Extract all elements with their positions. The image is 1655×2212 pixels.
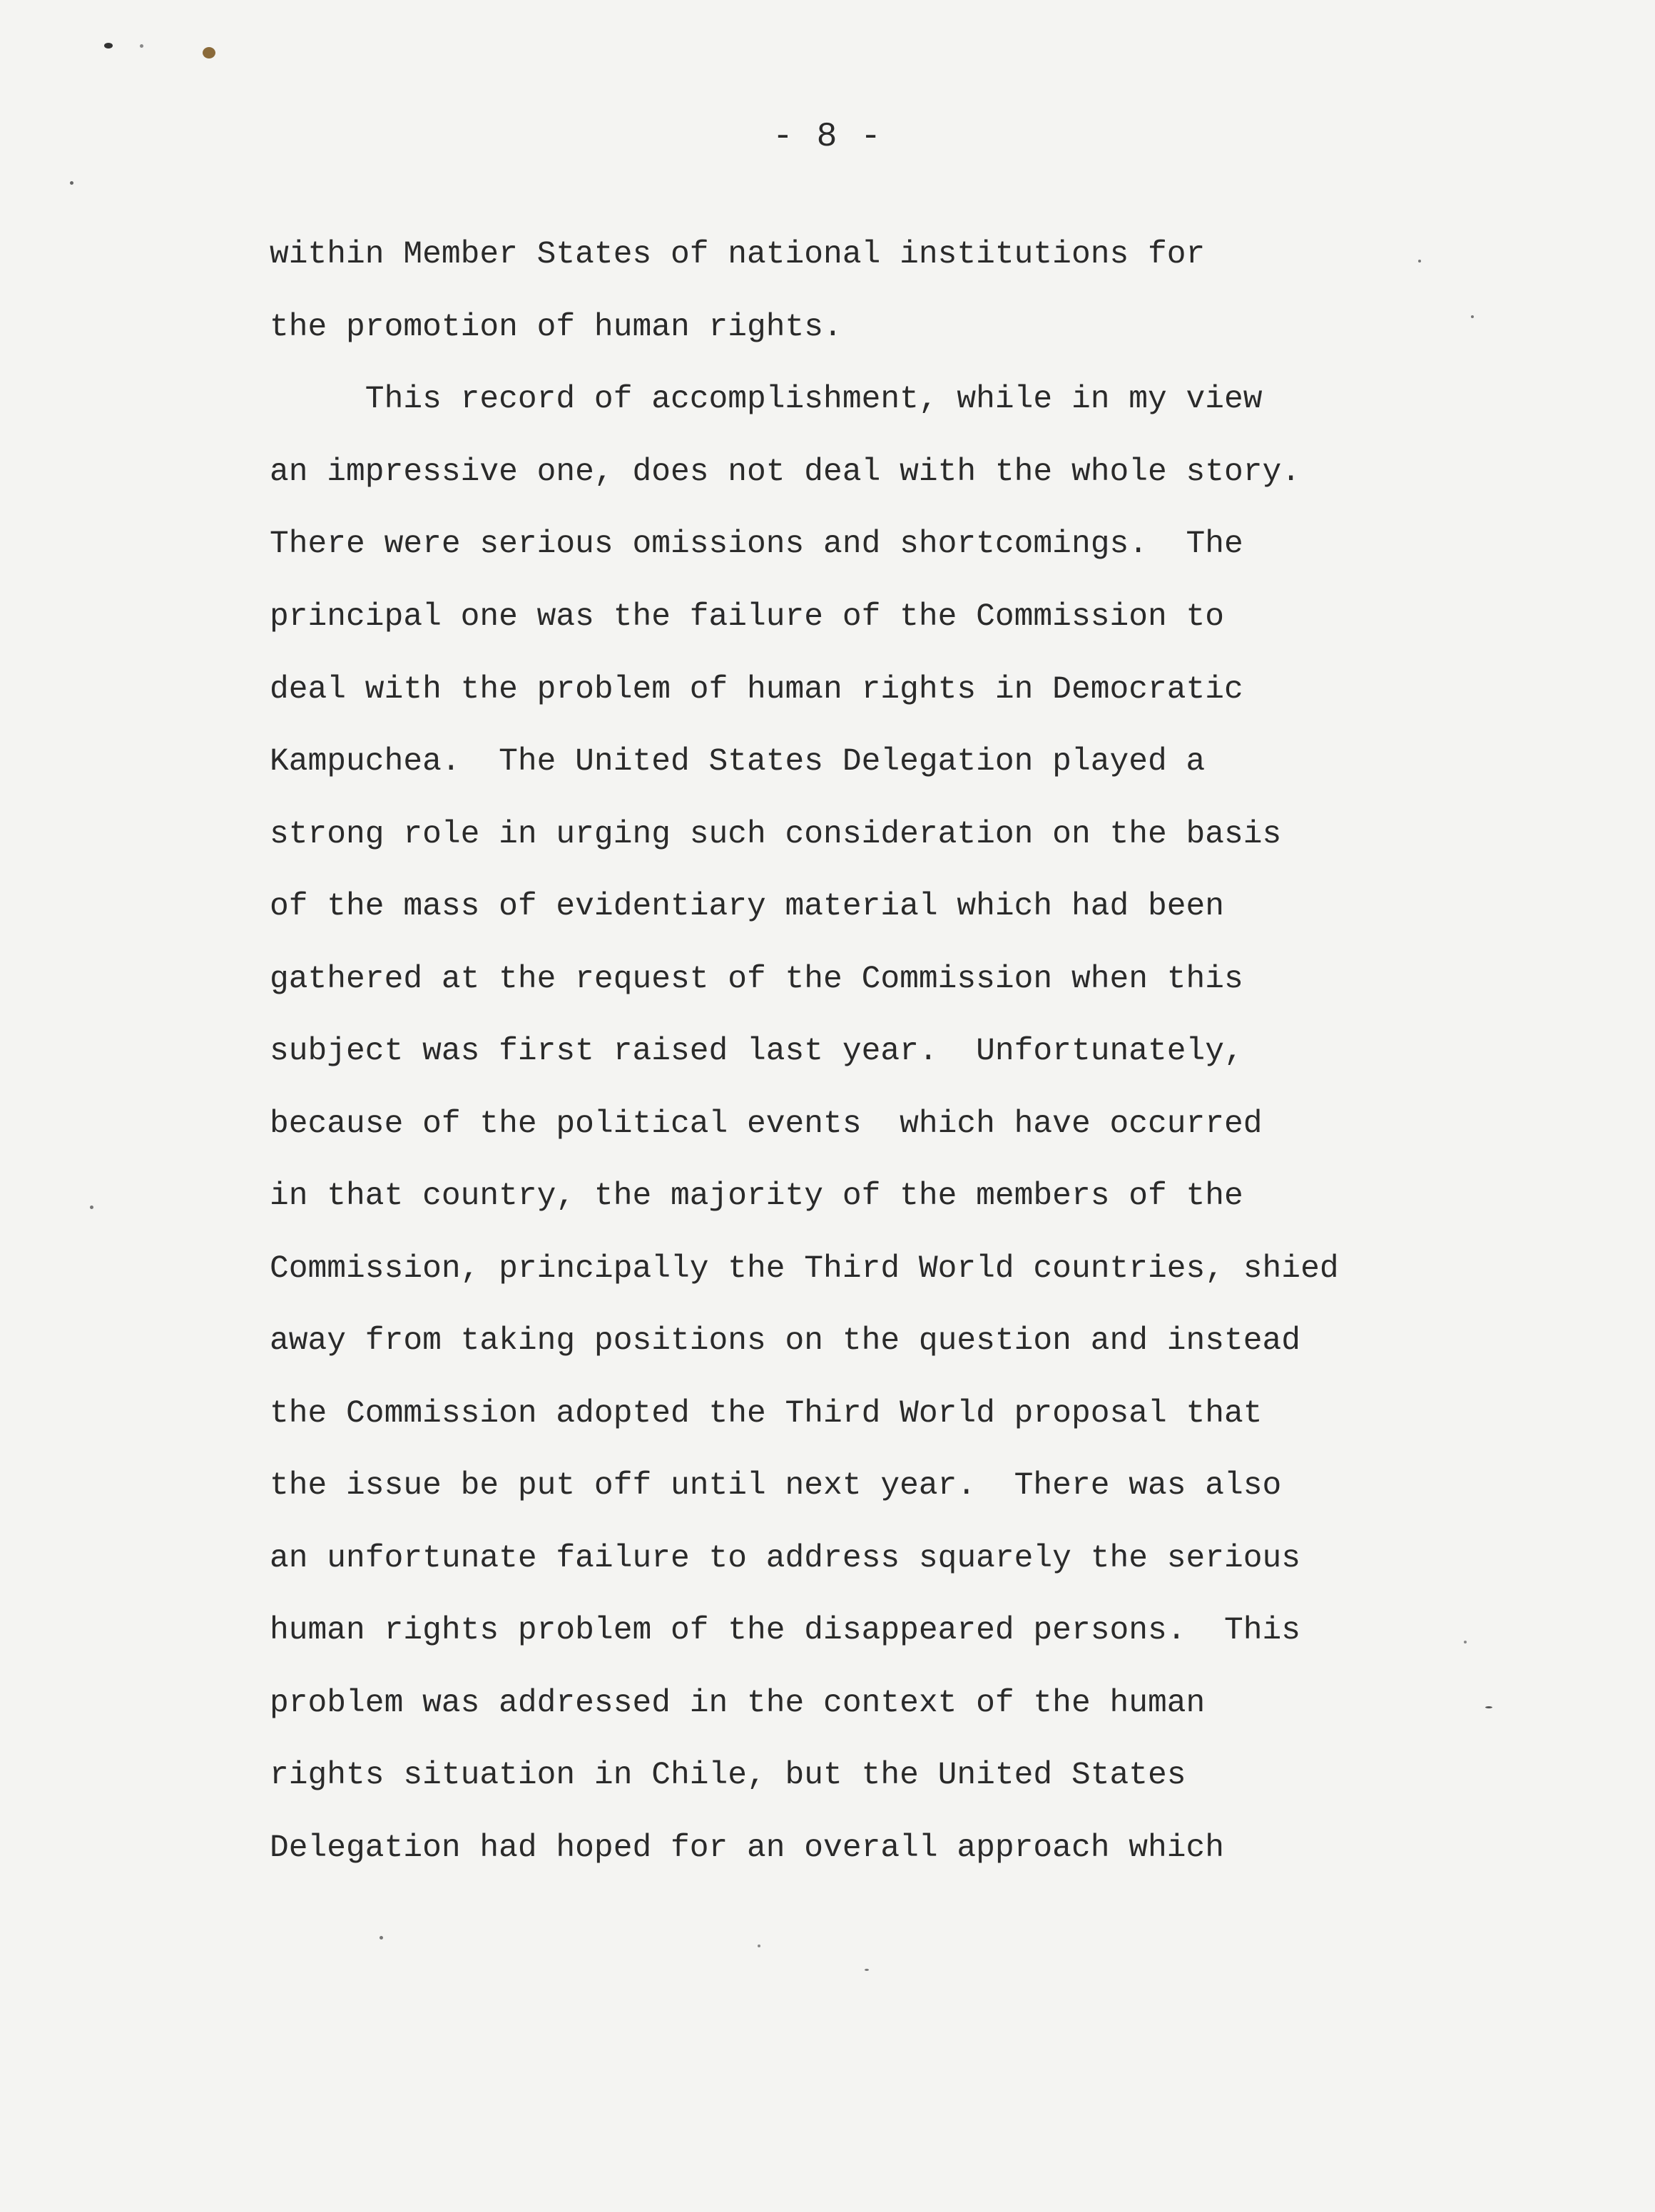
text-line: the issue be put off until next year. There was also <box>270 1468 1282 1504</box>
scan-speck <box>70 181 73 185</box>
text-line: an unfortunate failure to address squarely the serious <box>270 1541 1301 1576</box>
text-line: Delegation had hoped for an overall approach which <box>270 1830 1225 1866</box>
text-line: in that country, the majority of the members of the <box>270 1178 1243 1214</box>
text-line: away from taking positions on the question and instead <box>270 1323 1301 1359</box>
scan-speck <box>90 1206 93 1209</box>
text-line: Commission, principally the Third World countries, shied <box>270 1251 1339 1287</box>
scan-speck <box>1471 315 1474 318</box>
text-line: This record of accomplishment, while in my view <box>270 382 1263 417</box>
text-line: because of the political events which have occurred <box>270 1106 1263 1142</box>
text-line: problem was addressed in the context of the human <box>270 1686 1206 1721</box>
scan-speck <box>758 1945 760 1947</box>
page-number: - 8 - <box>772 118 883 156</box>
text-line: deal with the problem of human rights in Democratic <box>270 672 1243 708</box>
text-line: gathered at the request of the Commission when this <box>270 962 1243 997</box>
text-line: There were serious omissions and shortcomings. The <box>270 526 1243 562</box>
scan-speck <box>1464 1641 1467 1643</box>
text-line: of the mass of evidentiary material which had been <box>270 889 1225 924</box>
scan-speck <box>104 43 113 49</box>
text-line: strong role in urging such consideration on the basis <box>270 817 1282 852</box>
text-line: human rights problem of the disappeared persons. This <box>270 1613 1301 1648</box>
scan-speck <box>1418 260 1421 263</box>
text-line: rights situation in Chile, but the United States <box>270 1758 1186 1793</box>
scan-speck <box>380 1936 383 1940</box>
text-line: the promotion of human rights. <box>270 310 842 345</box>
scan-speck <box>203 47 215 58</box>
text-line: subject was first raised last year. Unfortunately, <box>270 1034 1243 1069</box>
scan-speck <box>1485 1706 1492 1708</box>
text-line: an impressive one, does not deal with the whole story. <box>270 454 1301 490</box>
text-line: within Member States of national institutions for <box>270 237 1206 272</box>
scan-speck <box>140 44 143 48</box>
text-line: Kampuchea. The United States Delegation played a <box>270 744 1206 780</box>
text-line: the Commission adopted the Third World proposal that <box>270 1396 1263 1432</box>
text-line: principal one was the failure of the Commission to <box>270 599 1225 635</box>
scan-speck <box>865 1969 869 1971</box>
